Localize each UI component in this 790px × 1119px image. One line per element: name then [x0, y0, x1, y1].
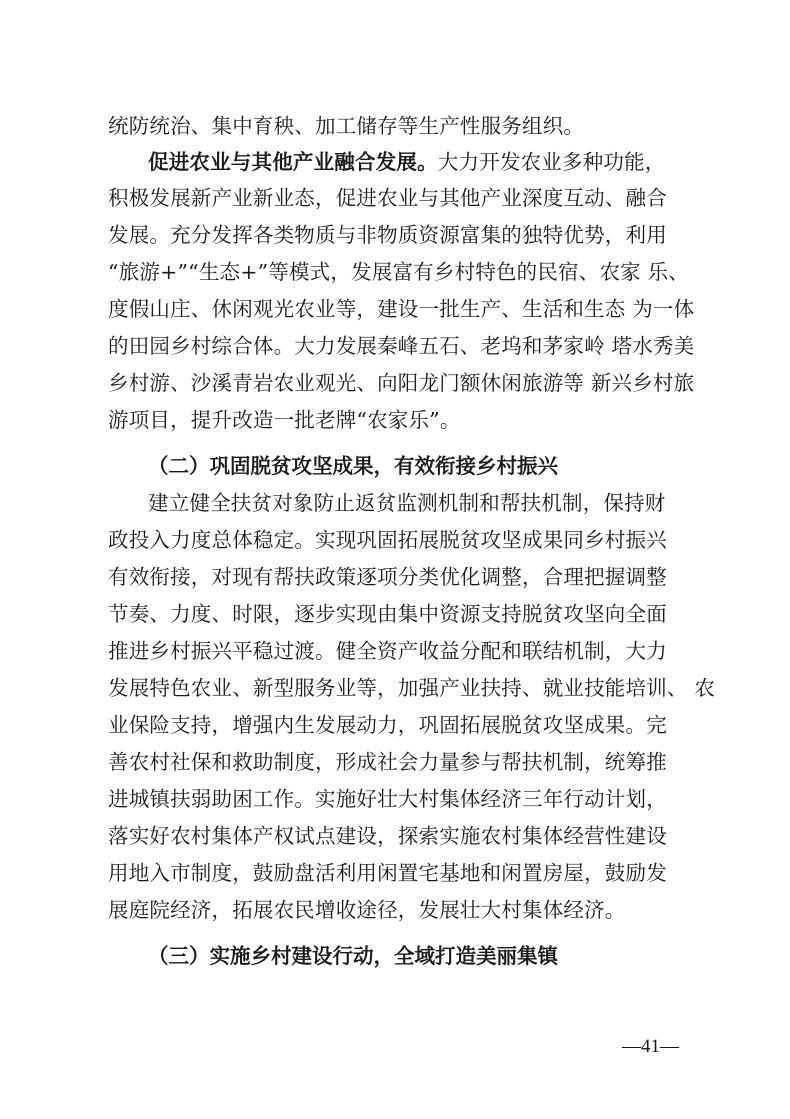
paragraph-start [148, 148, 728, 176]
text-line: 乡村游、沙溪青岩农业观光、向阳龙门额休闲旅游等 新兴乡村旅 [108, 371, 695, 395]
page-number: —41— [622, 1036, 679, 1057]
text-line: 用地入市制度，鼓励盘活利用闲置宅基地和闲置房屋，鼓励发 [108, 861, 667, 885]
text-line: 统防统治、集中育秧、加工储存等生产性服务组织。 [108, 114, 585, 138]
text-line: 有效衔接，对现有帮扶政策逐项分类优化调整，合理把握调整 [108, 565, 667, 589]
text-line: 进城镇扶弱助困工作。实施好壮大村集体经济三年行动计划， [108, 787, 667, 811]
text-line: 政投入力度总体稳定。实现巩固拓展脱贫攻坚成果同乡村振兴 [108, 528, 667, 552]
text-line: 善农村社保和救助制度，形成社会力量参与帮扶机制，统筹推 [108, 750, 667, 774]
text-line: 发展。充分发挥各类物质与非物质资源富集的独特优势，利用 [108, 223, 667, 247]
text-span: 大力开发农业多种功能， [437, 150, 666, 174]
text-line: 展庭院经济，拓展农民增收途径，发展壮大村集体经济。 [108, 898, 626, 922]
bold-lead-text: 促进农业与其他产业融合发展。 [148, 150, 438, 174]
text-line: 节奏、力度、时限，逐步实现由集中资源支持脱贫攻坚向全面 [108, 602, 667, 626]
text-line: 积极发展新产业新业态，促进农业与其他产业深度互动、融合 [108, 186, 667, 210]
text-line: 游项目，提升改造一批老牌“农家乐”。 [108, 408, 461, 432]
section-heading-2: （二）巩固脱贫攻坚成果，有效衔接乡村振兴 [148, 454, 558, 478]
text-line: 建立健全扶贫对象防止返贫监测机制和帮扶机制，保持财 [148, 491, 666, 515]
text-line: 的田园乡村综合体。大力发展秦峰五石、老坞和茅家岭 塔水秀美 [108, 334, 695, 358]
section-heading-3: （三）实施乡村建设行动，全域打造美丽集镇 [148, 944, 558, 968]
text-line: “旅游+”“生态+”等模式，发展富有乡村特色的民宿、农家 乐、 [108, 260, 689, 284]
text-line: 推进乡村振兴平稳过渡。健全资产收益分配和联结机制，大力 [108, 639, 667, 663]
text-line: 业保险支持，增强内生发展动力，巩固拓展脱贫攻坚成果。完 [108, 713, 667, 737]
text-line: 发展特色农业、新型服务业等，加强产业扶持、就业技能培训、 农 [108, 676, 716, 700]
text-line: 落实好农村集体产权试点建设，探索实施农村集体经营性建设 [108, 824, 667, 848]
text-line: 度假山庄、休闲观光农业等，建设一批生产、生活和生态 为一体 [108, 297, 695, 321]
